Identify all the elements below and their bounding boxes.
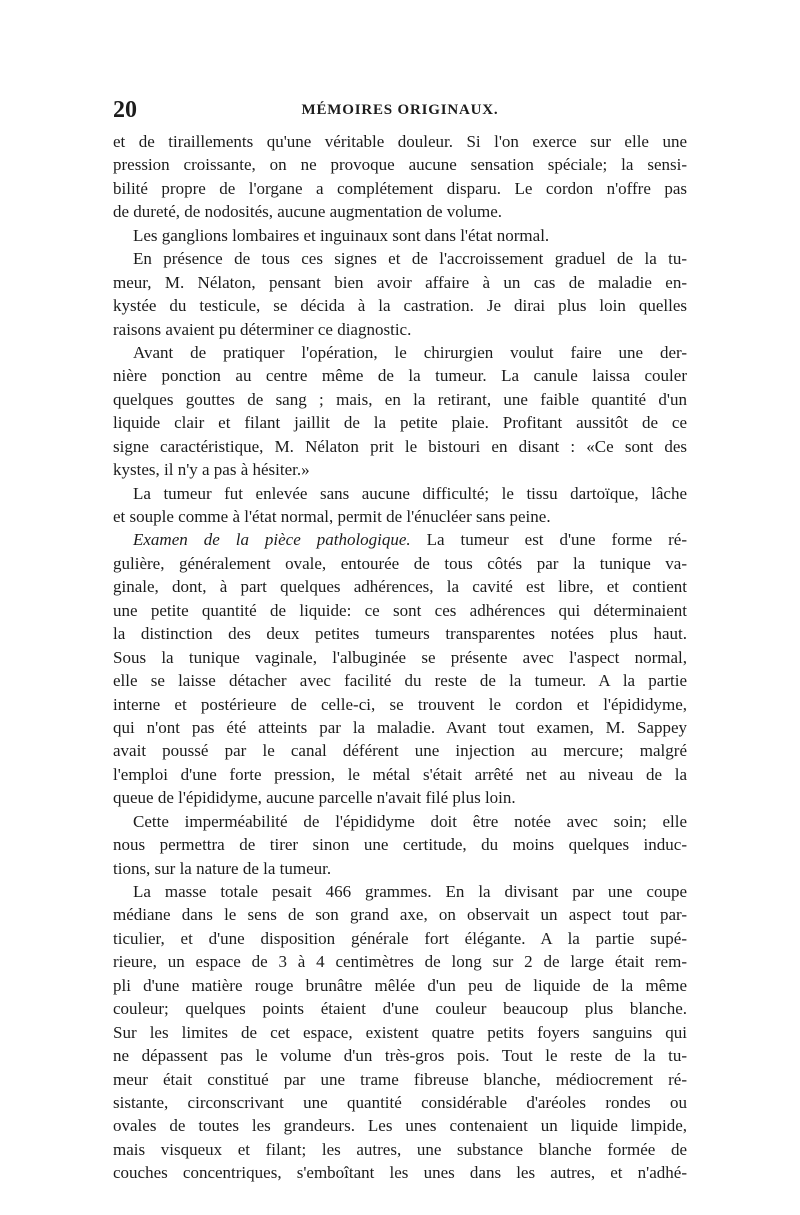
text-line-content: quelques gouttes de sang ; mais, en la retirant, une faible quantité d'un <box>113 389 687 409</box>
text-line <box>113 364 687 387</box>
text-line-content: En présence de tous ces signes et de l'accroissement graduel de la tu- <box>133 249 687 269</box>
text-line-content: avait poussé par le canal déférent une injection au mercure; malgré <box>113 741 687 761</box>
text-line-content: mais visqueux et filant; les autres, une substance blanche formée de <box>113 1139 687 1159</box>
text-line <box>113 622 687 645</box>
text-line-content: elle se laisse détacher avec facilité du reste de la tumeur. A la partie <box>113 671 687 691</box>
text-line-content: tions, sur la nature de la tumeur. <box>113 858 332 878</box>
text-line <box>113 224 687 247</box>
text-line-content: liquide clair et filant jaillit de la petite plaie. Profitant aussitôt de ce <box>113 413 687 433</box>
text-line-content: La masse totale pesait 466 grammes. En la divisant par une coupe <box>133 882 687 901</box>
text-line-content: l'emploi d'une forte pression, le métal s'était arrêté net au niveau de la <box>113 764 687 784</box>
text-line <box>113 271 687 294</box>
text-line <box>113 575 687 598</box>
text-line-content: Sous la tunique vaginale, l'albuginée se présente avec l'aspect normal, <box>113 647 687 667</box>
text-line-content: La tumeur est d'une forme ré- <box>410 530 687 550</box>
text-line-content: meur était constitué par une trame fibreuse blanche, médiocrement ré- <box>113 1069 687 1089</box>
running-head <box>113 96 687 128</box>
text-line <box>113 247 687 270</box>
text-line <box>113 482 687 505</box>
text-line-content: kystée du testicule, se décida à la castration. Je dirai plus loin quelles <box>113 296 687 316</box>
text-line-content: ovales de toutes les grandeurs. Les unes contenaient un liquide limpide, <box>113 1116 687 1136</box>
running-title: MÉMOIRES ORIGINAUX. <box>301 102 499 118</box>
text-line <box>113 528 687 551</box>
text-line-content: de dureté, de nodosités, aucune augmentation de volume. <box>113 202 502 222</box>
text-line <box>113 810 687 833</box>
text-line <box>113 200 687 223</box>
text-line <box>113 153 687 176</box>
text-line <box>113 294 687 317</box>
text-line <box>113 974 687 997</box>
text-line-content: La tumeur fut enlevée sans aucune difficulté; le tissu dartoïque, lâche <box>133 483 687 503</box>
section-heading-italic: Examen de la pièce pathologique. <box>133 530 411 550</box>
text-line-content: et de tiraillements qu'une véritable douleur. Si l'on exerce sur elle une <box>113 132 687 151</box>
page-number: 20 <box>113 97 137 123</box>
text-line-content: nière ponction au centre même de la tumeur. La canule laissa couler <box>113 366 687 386</box>
text-line <box>113 505 687 528</box>
text-line-content: kystes, il n'y a pas à hésiter.» <box>113 460 310 480</box>
text-line <box>113 903 687 926</box>
text-line-content: une petite quantité de liquide: ce sont ces adhérences qui déterminaient <box>113 600 687 620</box>
text-line-content: raisons avaient pu déterminer ce diagnostic. <box>113 319 412 339</box>
text-line-content: Avant de pratiquer l'opération, le chirurgien voulut faire une der- <box>133 342 687 362</box>
text-line <box>113 341 687 364</box>
text-line <box>113 693 687 716</box>
text-line-content: queue de l'épididyme, aucune parcelle n'avait filé plus loin. <box>113 788 516 808</box>
text-line-content: ne dépassent pas le volume d'un très-gros pois. Tout le reste de la tu- <box>113 1046 687 1066</box>
body-text <box>113 130 687 1185</box>
text-line-content: qui n'ont pas été atteints par la maladie. Avant tout examen, M. Sappey <box>113 717 687 737</box>
text-line <box>113 458 687 481</box>
text-line <box>113 388 687 411</box>
text-line <box>113 1138 687 1161</box>
text-line-content: signe caractéristique, M. Nélaton prit le bistouri en disant : «Ce sont des <box>113 436 687 456</box>
text-line <box>113 1044 687 1067</box>
text-line <box>113 1114 687 1137</box>
text-line <box>113 599 687 622</box>
text-line <box>113 130 687 153</box>
text-line-content: la distinction des deux petites tumeurs transparentes notées plus haut. <box>113 624 687 644</box>
text-line <box>113 927 687 950</box>
text-line-content: gulière, généralement ovale, entourée de tous côtés par la tunique va- <box>113 553 687 573</box>
text-line <box>113 177 687 200</box>
text-line-content: couleur; quelques points étaient d'une couleur beaucoup plus blanche. <box>113 999 687 1019</box>
text-line-content: meur, M. Nélaton, pensant bien avoir affaire à un cas de maladie en- <box>113 272 687 292</box>
text-line <box>113 669 687 692</box>
text-line-content: pression croissante, on ne provoque aucune sensation spéciale; la sensi- <box>113 155 687 175</box>
text-line <box>113 1161 687 1184</box>
text-line <box>113 739 687 762</box>
text-line-content: médiane dans le sens de son grand axe, on observait un aspect tout par- <box>113 905 687 925</box>
text-line <box>113 857 687 880</box>
text-line-content: et souple comme à l'état normal, permit de l'énucléer sans peine. <box>113 507 551 526</box>
text-line <box>113 997 687 1020</box>
text-line-content: couches concentriques, s'emboîtant les unes dans les autres, et n'adhé- <box>113 1163 687 1183</box>
text-line <box>113 880 687 903</box>
text-line-content: Sur les limites de cet espace, existent quatre petits foyers sanguins qui <box>113 1022 687 1042</box>
text-line-content: ginale, dont, à part quelques adhérences, la cavité est libre, et contient <box>113 577 687 597</box>
text-line-content: bilité propre de l'organe a complétement disparu. Le cordon n'offre pas <box>113 178 687 198</box>
text-line-content: rieure, un espace de 3 à 4 centimètres de long sur 2 de large était rem- <box>113 952 687 972</box>
text-line <box>113 646 687 669</box>
text-line <box>113 1091 687 1114</box>
text-line <box>113 833 687 856</box>
text-line-content: interne et postérieure de celle-ci, se trouvent le cordon et l'épididyme, <box>113 694 687 714</box>
text-line <box>113 763 687 786</box>
text-line <box>113 1068 687 1091</box>
text-line <box>113 950 687 973</box>
text-line <box>113 552 687 575</box>
text-line-content: Les ganglions lombaires et inguinaux sont dans l'état normal. <box>133 225 550 245</box>
text-line <box>113 435 687 458</box>
text-line <box>113 1021 687 1044</box>
text-line-content: ticulier, et d'une disposition générale fort élégante. A la partie supé- <box>113 928 687 948</box>
text-line-content: Cette imperméabilité de l'épididyme doit être notée avec soin; elle <box>133 811 687 831</box>
text-line-content: sistante, circonscrivant une quantité considérable d'aréoles rondes ou <box>113 1092 687 1112</box>
text-line <box>113 318 687 341</box>
text-line-content: nous permettra de tirer sinon une certitude, du moins quelques induc- <box>113 835 687 855</box>
text-line-content: pli d'une matière rouge brunâtre mêlée d'un peu de liquide de la même <box>113 975 687 995</box>
text-line <box>113 786 687 809</box>
text-line <box>113 716 687 739</box>
text-line <box>113 411 687 434</box>
